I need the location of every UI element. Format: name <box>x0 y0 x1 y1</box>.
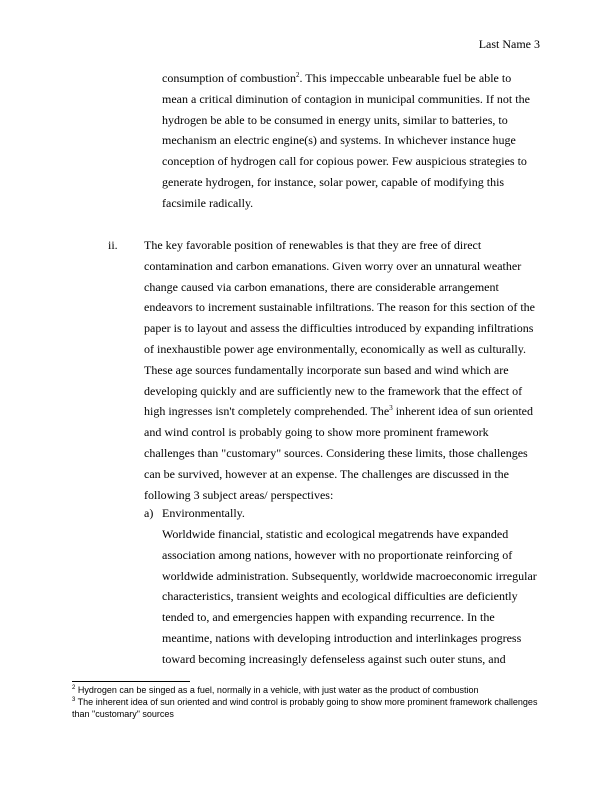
footnote-ref-3[interactable]: 3 <box>389 404 393 413</box>
footnote-ref-2[interactable]: 2 <box>296 71 300 79</box>
footnote-number: 2 <box>72 685 76 691</box>
paragraph-text: . This impeccable unbearable fuel be able to mean a critical diminution of contagion in municipal communities. If not the hydrogen be able to be consumed in energy units, similar to batteries, to mechanism an electric engine(s) and systems. In whichever instance huge conception of hydrogen call for copious power. Few auspicious strategies to generate hydrogen, for instance, solar power, capable of modifying this facsimile radically. <box>162 71 530 210</box>
footnote-number: 3 <box>72 697 76 703</box>
running-head: Last Name 3 <box>478 37 540 51</box>
paragraph-text: consumption of combustion <box>162 71 296 85</box>
footnote-2 <box>72 684 540 696</box>
paragraph-environmentally: Worldwide financial, statistic and ecological megatrends have expanded association among nations, however with no proportionate reinforcing of worldwide administration. Subsequently, worldwide macroeconomic irregular characteristics, transient weights and ecological difficulties are deficiently tended to, and emergencies happen with expanding recurrence. In the meantime, nations with developing introduction and interlinkages progress toward becoming increasingly defenseless against such outer stuns, and <box>162 527 537 666</box>
paragraph-hydrogen-continuation <box>162 68 540 214</box>
footnotes <box>72 684 540 720</box>
paragraph-text: inherent idea of sun oriented and wind control is probably going to show more prominent framework challenges than "customary" sources. Considering these limits, those challenges can be survived, however at an expense. The challenges are discussed in the following 3 subject areas/ perspectives: <box>144 404 534 502</box>
footnote-3 <box>72 696 540 720</box>
list-marker-a: a) <box>144 506 154 520</box>
subsection-title-environmentally: Environmentally. <box>162 506 245 520</box>
list-marker-ii: ii. <box>108 238 118 252</box>
paragraph-text: The key favorable position of renewables is that they are free of direct contamination and carbon emanations. Given worry over an unnatural weather change caused via carbon emanations, there are considerable arrangement endeavors to increment sustainable infiltrations. The reason for this section of the paper is to layout and assess the difficulties introduced by expanding infiltrations of inexhaustible power age environmentally, economically as well as culturally. These age sources fundamentally incorporate sun based and wind which are developing quickly and are sufficiently new to the framework that the effect of high ingresses isn't completely comprehended. The <box>144 238 536 419</box>
footnote-separator <box>72 681 190 682</box>
footnote-text: Hydrogen can be singed as a fuel, normally in a vehicle, with just water as the product of combustion <box>75 685 479 695</box>
footnote-text: The inherent idea of sun oriented and wind control is probably going to show more prominent framework challenges than "customary" sources <box>72 697 538 719</box>
paragraph-renewables <box>144 235 540 505</box>
